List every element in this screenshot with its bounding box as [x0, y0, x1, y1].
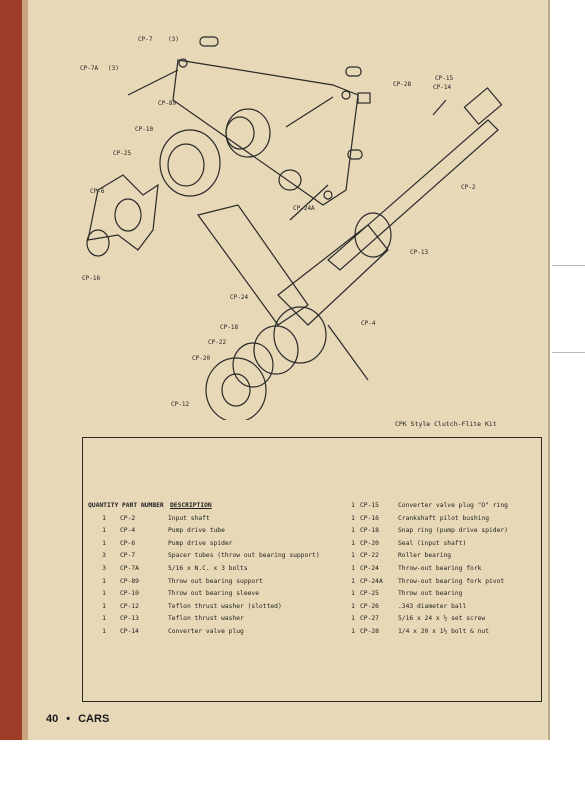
bolt — [128, 70, 178, 95]
table-row: 1 CP-15 Converter valve plug "O" ring — [351, 502, 508, 509]
throw-out-fork — [198, 205, 308, 325]
callout-cp-6: CP-6 — [90, 188, 105, 195]
bolt — [286, 97, 333, 127]
exploded-parts-diagram — [28, 25, 548, 420]
table-row: 1 CP-2 Input shaft — [102, 514, 210, 522]
fork-pivot — [279, 170, 301, 190]
table-row: 1 CP-24 Throw-out bearing fork — [351, 564, 482, 572]
table-row: 1 CP-4 Pump drive tube — [102, 527, 225, 535]
bearing-sleeve — [226, 109, 270, 157]
table-row: 1 CP-22 Roller bearing — [351, 552, 452, 560]
table-row: 1 CP-27 5/16 x 24 x ½ set screw — [351, 615, 486, 623]
table-row: 1 CP-24A Throw-out bearing fork pivot — [351, 577, 505, 585]
parts-list-header: QUANTITY PART NUMBER DESCRIPTION — [88, 502, 212, 509]
page-binding-edge — [0, 0, 22, 740]
callout-cp-25: CP-25 — [113, 150, 132, 157]
parts-list-left-column — [88, 500, 320, 639]
callout-cp-4: CP-4 — [361, 320, 376, 327]
figure-caption: CPK Style Clutch-Flite Kit — [395, 420, 497, 428]
callout-cp-16: CP-16 — [82, 275, 101, 282]
callout-cp-14: CP-14 — [433, 84, 452, 91]
footer-bullet: • — [66, 713, 71, 725]
callout-cp-15: CP-15 — [435, 75, 454, 82]
table-row: 1 CP-10 Throw out bearing sleeve — [102, 590, 259, 598]
table-row: 1 CP-20 Seal (input shaft) — [351, 539, 467, 547]
callout-qty: (3) — [108, 65, 119, 72]
table-row: 1 CP-6 Pump drive spider — [102, 539, 233, 547]
table-row: 3 CP-7A 5/16 x N.C. x 3 bolts — [102, 564, 248, 572]
parts-list-right-column — [346, 500, 508, 639]
callout-cp-7: CP-7 — [138, 36, 153, 43]
table-row: 3 CP-7 Spacer tubes (throw out bearing support) — [102, 552, 320, 560]
callout-cp-18: CP-18 — [220, 324, 239, 331]
spacer-tube — [346, 67, 361, 76]
adjacent-page-line — [552, 352, 585, 353]
bolt-and-nut — [358, 93, 370, 103]
callout-cp-10: CP-10 — [135, 126, 154, 133]
callout-qty: (3) — [168, 36, 179, 43]
table-row: 1 CP-12 Teflon thrust washer (slotted) — [102, 602, 282, 610]
table-row: 1 CP-26 .343 diameter ball — [351, 602, 467, 610]
table-row: 1 CP-13 Teflon thrust washer — [102, 615, 244, 623]
callout-cp-7a: CP-7A — [80, 65, 99, 72]
table-row: 1 CP-18 Snap ring (pump drive spider) — [351, 527, 508, 535]
callout-cp-22: CP-22 — [208, 339, 227, 346]
pump-drive-spider — [88, 175, 158, 250]
valve-plug — [433, 100, 446, 115]
page-footer — [46, 713, 109, 725]
callout-cp-24: CP-24 — [230, 294, 249, 301]
roller-bearing — [254, 326, 298, 374]
callout-cp-2: CP-2 — [461, 184, 476, 191]
input-shaft — [328, 120, 498, 270]
callout-cp-12: CP-12 — [171, 401, 190, 408]
table-row: 1 CP-16 Crankshaft pilot bushing — [351, 514, 489, 522]
spacer-tube — [200, 37, 218, 46]
magazine-name: CARS — [78, 713, 110, 725]
callout-cp-13: CP-13 — [410, 249, 429, 256]
table-row: 1 CP-14 Converter valve plug — [102, 627, 244, 635]
callout-cp-20: CP-20 — [192, 355, 211, 362]
callout-cp-24a: CP-24A — [293, 205, 315, 212]
adjacent-page-stub — [550, 0, 585, 800]
table-row: 1 CP-28 1/4 x 20 x 1½ bolt & nut — [351, 627, 489, 635]
callout-cp-89: CP-89 — [158, 100, 177, 107]
pump-drive-tube — [278, 225, 388, 325]
bolt — [290, 185, 328, 220]
table-row: 1 CP-89 Throw out bearing support — [102, 577, 263, 585]
seal — [233, 343, 273, 387]
pilot-bushing — [87, 230, 109, 256]
page-number: 40 — [46, 713, 59, 725]
thrust-washer — [206, 358, 266, 420]
snap-ring — [274, 307, 326, 363]
adjacent-page-line — [552, 265, 585, 266]
callout-cp-28: CP-28 — [393, 81, 412, 88]
table-row: 1 CP-25 Throw out bearing — [351, 590, 463, 598]
